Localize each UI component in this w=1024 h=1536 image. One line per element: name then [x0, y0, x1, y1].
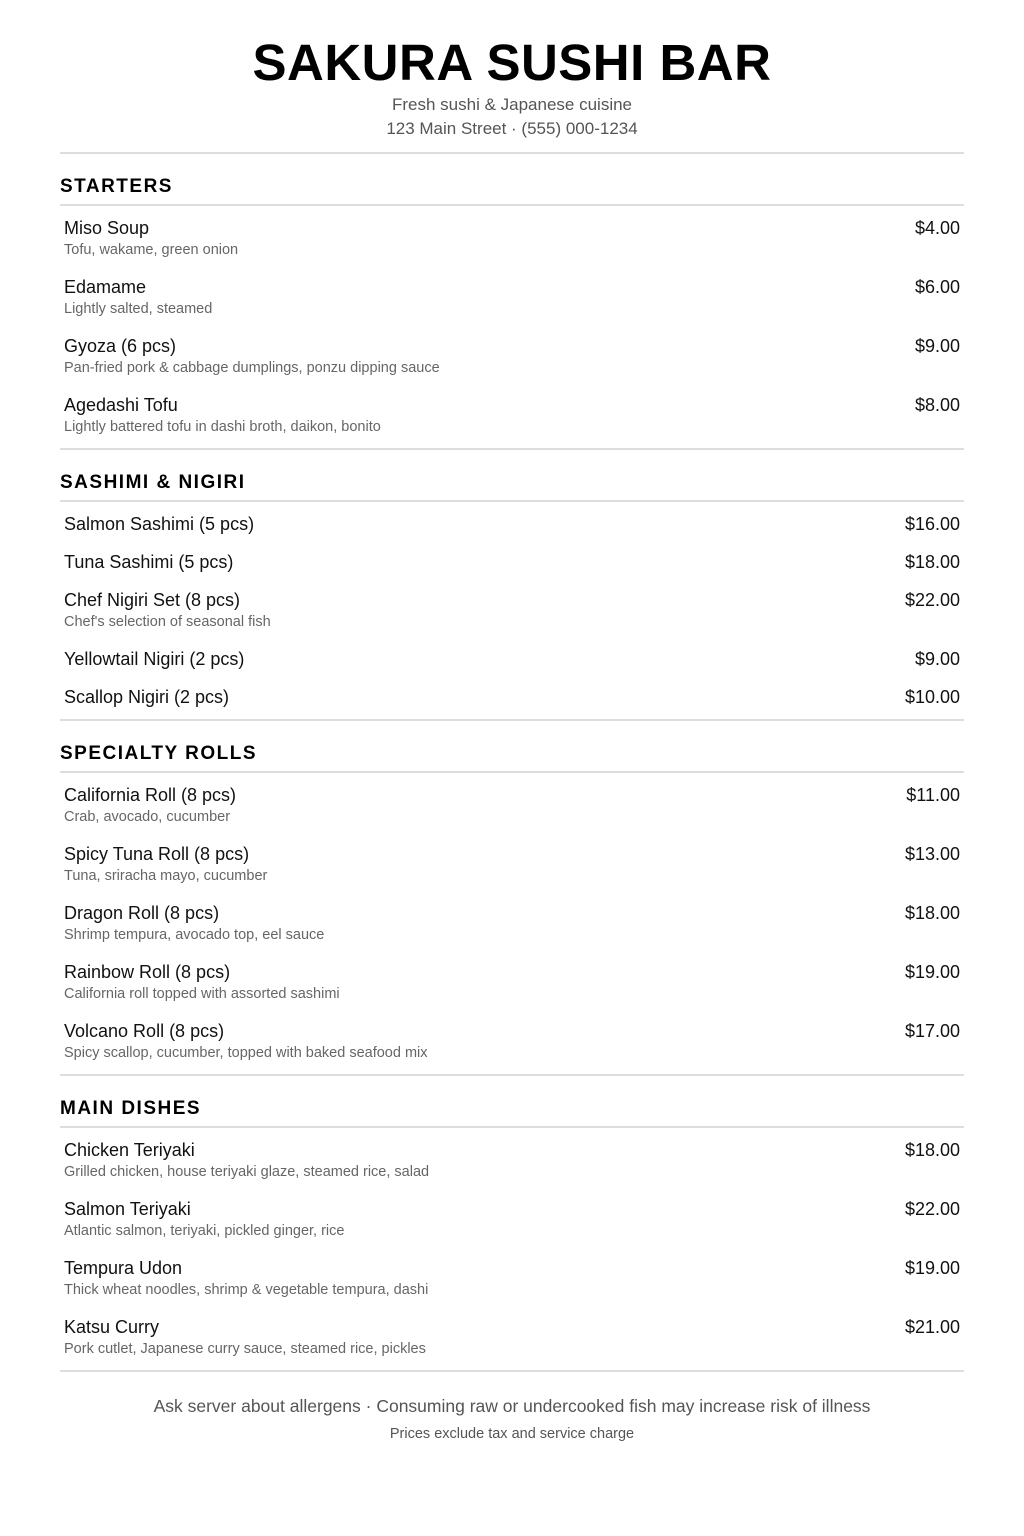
menu-item-price: $13.00 — [904, 844, 960, 864]
menu-item-name: Tuna Sashimi (5 pcs) — [64, 552, 234, 572]
restaurant-title: SAKURA SUSHI BAR — [252, 34, 772, 91]
menu-item — [64, 844, 960, 885]
menu-item-price: $18.00 — [904, 552, 960, 572]
menu-item-description: Tuna, sriracha mayo, cucumber — [64, 868, 268, 884]
menu-item-name: Salmon Teriyaki — [64, 1199, 191, 1219]
restaurant-tagline: Fresh sushi & Japanese cuisine — [391, 95, 633, 114]
menu-item-info — [64, 844, 267, 885]
menu-item-price: $11.00 — [906, 785, 960, 805]
menu-item — [64, 1021, 960, 1062]
menu-item-description: California roll topped with assorted sashimi — [64, 986, 340, 1002]
menu-item — [64, 1140, 960, 1181]
menu-item-price: $10.00 — [904, 687, 960, 707]
menu-item-price: $22.00 — [904, 590, 960, 610]
menu-item — [64, 649, 960, 669]
menu-item-price: $22.00 — [904, 1199, 960, 1219]
menu-item-info — [64, 903, 324, 944]
menu-item-info — [64, 1021, 428, 1062]
menu-header — [60, 0, 964, 154]
menu-item-name: Yellowtail Nigiri (2 pcs) — [64, 649, 245, 669]
menu-item-name: Gyoza (6 pcs) — [64, 336, 177, 356]
menu-item-description: Atlantic salmon, teriyaki, pickled ginger, rice — [64, 1223, 345, 1239]
menu-item-price: $6.00 — [914, 277, 960, 297]
menu-item-info — [64, 687, 229, 707]
menu-item-name: Tempura Udon — [64, 1258, 183, 1278]
menu-item-description: Crab, avocado, cucumber — [64, 809, 231, 825]
menu-item-name: Spicy Tuna Roll (8 pcs) — [64, 844, 250, 864]
menu-item-name: Chef Nigiri Set (8 pcs) — [64, 590, 241, 610]
section-title: STARTERS — [60, 154, 964, 206]
section-title: SPECIALTY ROLLS — [60, 721, 964, 773]
menu-section — [60, 154, 964, 450]
menu-item-name: Rainbow Roll (8 pcs) — [64, 962, 231, 982]
menu-item-info — [64, 1258, 428, 1299]
menu-item-info — [64, 785, 236, 826]
menu-item-description: Spicy scallop, cucumber, topped with baked seafood mix — [64, 1045, 428, 1061]
menu-item-description: Pork cutlet, Japanese curry sauce, steamed rice, pickles — [64, 1341, 426, 1357]
menu-item-description: Chef's selection of seasonal fish — [64, 614, 271, 630]
menu-item — [64, 1199, 960, 1240]
menu-item — [64, 336, 960, 377]
menu-item — [64, 552, 960, 572]
menu-item-price: $19.00 — [904, 1258, 960, 1278]
menu-item-name: Miso Soup — [64, 218, 150, 238]
menu-item-info — [64, 1140, 429, 1181]
menu-item-price: $4.00 — [914, 218, 960, 238]
restaurant-address: 123 Main Street · (555) 000-1234 — [386, 119, 638, 138]
menu-item-info — [64, 552, 233, 572]
menu-item-info — [64, 590, 271, 631]
menu-item-info — [64, 1199, 344, 1240]
menu-item-name: Edamame — [64, 277, 147, 297]
menu-item-price: $8.00 — [914, 395, 960, 415]
menu-item-info — [64, 1317, 426, 1358]
menu-item — [64, 395, 960, 436]
menu-item-description: Tofu, wakame, green onion — [64, 242, 239, 258]
menu-section — [60, 450, 964, 721]
menu-sections — [60, 154, 964, 1372]
menu-item-info — [64, 336, 440, 377]
menu-section — [60, 1076, 964, 1372]
menu-item-price: $17.00 — [904, 1021, 960, 1041]
menu-section — [60, 721, 964, 1076]
menu-item-price: $18.00 — [904, 903, 960, 923]
menu-item-info — [64, 962, 340, 1003]
menu-item-description: Grilled chicken, house teriyaki glaze, steamed rice, salad — [64, 1164, 430, 1180]
menu-item — [64, 785, 960, 826]
menu-item-name: California Roll (8 pcs) — [64, 785, 237, 805]
menu-item — [64, 1258, 960, 1299]
menu-item-name: Chicken Teriyaki — [64, 1140, 195, 1160]
section-items — [60, 502, 964, 719]
section-title: MAIN DISHES — [60, 1076, 964, 1128]
menu-footer — [60, 1372, 964, 1443]
menu-item-name: Agedashi Tofu — [64, 395, 178, 415]
menu-item-price: $9.00 — [914, 336, 960, 356]
menu-item — [64, 590, 960, 631]
menu-item-name: Salmon Sashimi (5 pcs) — [64, 514, 255, 534]
menu-item-info — [64, 277, 212, 318]
menu-item-price: $19.00 — [904, 962, 960, 982]
menu-item — [64, 514, 960, 534]
menu-item — [64, 687, 960, 707]
menu-item-description: Lightly battered tofu in dashi broth, daikon, bonito — [64, 419, 381, 435]
menu-item-price: $9.00 — [914, 649, 960, 669]
allergen-note: Ask server about allergens · Consuming raw or undercooked fish may increase risk of illness — [153, 1396, 871, 1416]
menu-item — [64, 218, 960, 259]
menu-item-price: $18.00 — [904, 1140, 960, 1160]
menu-item-info — [64, 514, 254, 534]
menu-item-info — [64, 649, 244, 669]
menu-item-name: Dragon Roll (8 pcs) — [64, 903, 220, 923]
menu-item — [64, 277, 960, 318]
menu-item — [64, 1317, 960, 1358]
section-items — [60, 773, 964, 1074]
menu-item — [64, 962, 960, 1003]
menu-item-name: Katsu Curry — [64, 1317, 160, 1337]
menu-item-description: Lightly salted, steamed — [64, 301, 213, 317]
section-items — [60, 1128, 964, 1370]
menu-item-description: Thick wheat noodles, shrimp & vegetable tempura, dashi — [64, 1282, 429, 1298]
menu-item-price: $16.00 — [904, 514, 960, 534]
menu-item — [64, 903, 960, 944]
tax-note: Prices exclude tax and service charge — [389, 1426, 635, 1442]
section-title: SASHIMI & NIGIRI — [60, 450, 964, 502]
menu-item-price: $21.00 — [904, 1317, 960, 1337]
menu-item-description: Pan-fried pork & cabbage dumplings, ponzu dipping sauce — [64, 360, 440, 376]
menu-item-description: Shrimp tempura, avocado top, eel sauce — [64, 927, 325, 943]
menu-item-info — [64, 218, 238, 259]
menu-item-name: Scallop Nigiri (2 pcs) — [64, 687, 230, 707]
menu-item-info — [64, 395, 381, 436]
section-items — [60, 206, 964, 448]
menu-item-name: Volcano Roll (8 pcs) — [64, 1021, 225, 1041]
